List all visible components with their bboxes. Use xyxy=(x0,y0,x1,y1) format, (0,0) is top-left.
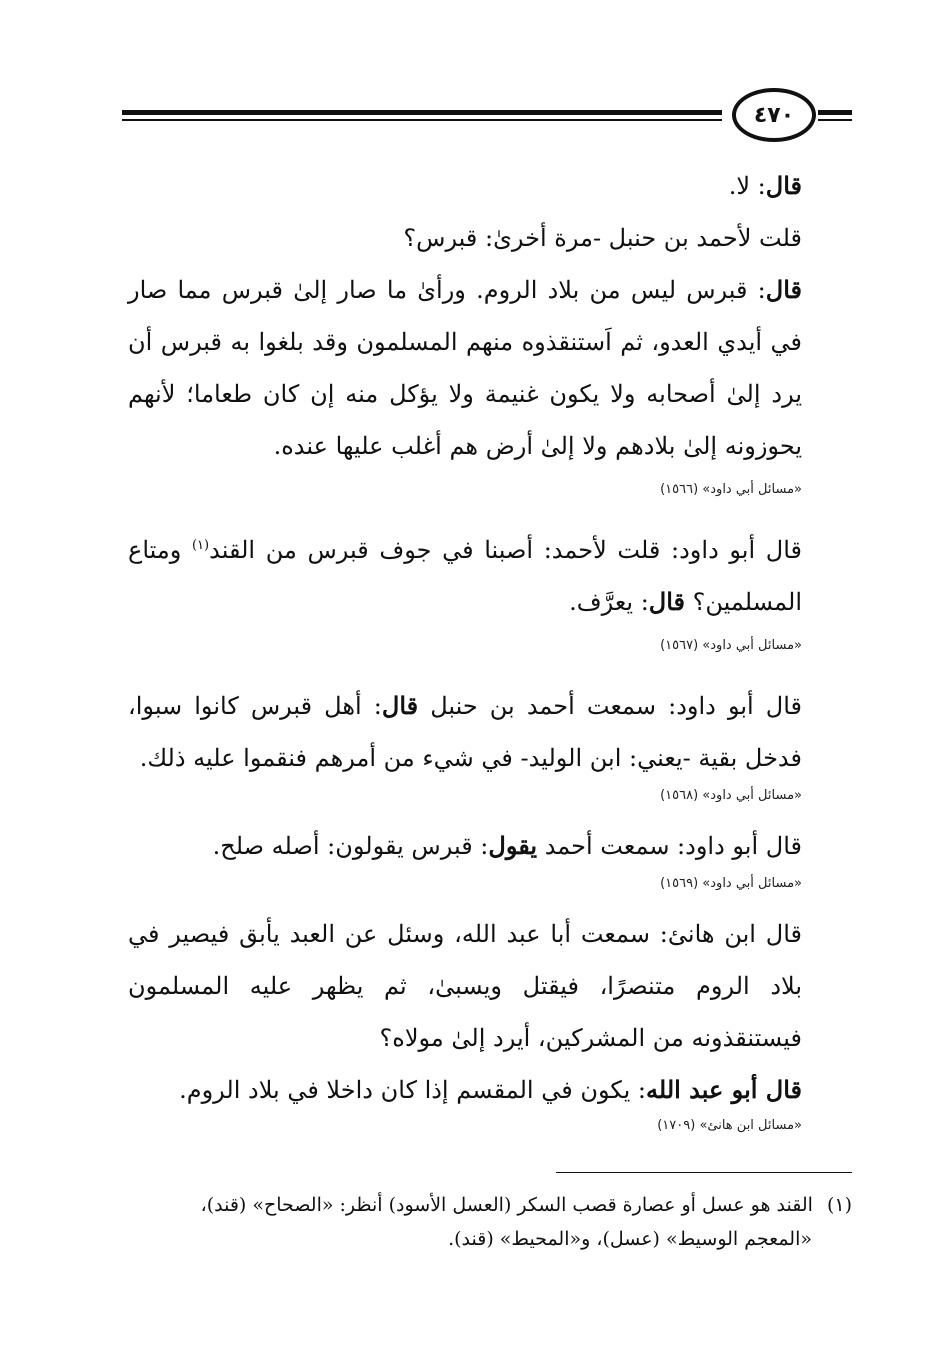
paragraph-2 xyxy=(128,212,802,264)
bold-label: يقول xyxy=(488,831,538,860)
source-reference: «مسائل أبي داود» (١٥٦٨) xyxy=(660,788,802,803)
source-reference: «مسائل ابن هانئ» (١٧٠٩) xyxy=(657,1118,802,1133)
header-rule-thin xyxy=(122,119,722,121)
bold-label: قال أبو عبد الله xyxy=(646,1075,802,1104)
page-header xyxy=(122,88,852,148)
header-rule-right xyxy=(818,110,852,115)
footnote-marker[interactable]: (١) xyxy=(191,538,210,553)
paragraph-8 xyxy=(128,1064,802,1116)
paragraph-text: : لا. xyxy=(728,172,766,200)
paragraph-text: قال أبو داود: سمعت أحمد xyxy=(537,832,802,860)
footnote-number: (١) xyxy=(826,1194,852,1216)
source-reference: «مسائل أبي داود» (١٥٦٧) xyxy=(660,638,802,653)
paragraph-text: : يعرَّف. xyxy=(569,588,649,616)
paragraph-7 xyxy=(128,908,802,1064)
footnote-separator xyxy=(556,1172,852,1173)
paragraph-text: : قبرس ليس من بلاد الروم. ورأىٰ ما صار إلىٰ قبرس مما صار في أيدي العدو، ثم اَستنقذوه منهم المسلمون وقد بلغوا به قبرس أن يرد إلىٰ أصحابه ولا يكون غنيمة ولا يؤكل منه إن كان طعاما؛ لأنهم يحوزونه إلىٰ بلادهم ولا إلىٰ أرض هم أغلب عليها عنده. xyxy=(128,276,802,460)
bold-label: قال xyxy=(765,171,802,200)
paragraph-text: قلت لأحمد بن حنبل -مرة أخرىٰ: قبرس؟ xyxy=(403,224,802,252)
paragraph-text: : يكون في المقسم إذا كان داخلا في بلاد الروم. xyxy=(179,1076,646,1104)
paragraph-text: قال ابن هانئ: سمعت أبا عبد الله، وسئل عن العبد يأبق فيصير في بلاد الروم متنصرًا، فيقتل ويسبىٰ، ثم يظهر عليه المسلمون فيستنقذونه من المشركين، أيرد إلىٰ مولاه؟ xyxy=(128,920,802,1052)
footnote xyxy=(128,1188,852,1256)
header-rule-right-thin xyxy=(818,119,852,121)
paragraph-text: : قبرس يقولون: أصله صلح. xyxy=(212,832,489,860)
footnote-text: القند هو عسل أو عصارة قصب السكر (العسل الأسود) أنظر: «الصحاح» (قند)، xyxy=(200,1194,813,1216)
source-reference: «مسائل أبي داود» (١٥٦٦) xyxy=(660,482,802,497)
bold-label: قال xyxy=(765,275,802,304)
footnote-line-2: «المعجم الوسيط» (عسل)، و«المحيط» (قند). xyxy=(448,1228,812,1250)
paragraph-3 xyxy=(128,264,802,472)
paragraph-text: : أهل قبرس كانوا سبوا، فدخل بقية -يعني: ابن الوليد- في شيء من أمرهم فنقموا عليه ذلك. xyxy=(128,692,802,772)
paragraph-text: قال أبو داود: قلت لأحمد: أصبنا في جوف قبرس من القند xyxy=(209,536,802,564)
paragraph-text: ومتاع المسلمين؟ xyxy=(128,536,802,616)
paragraph-4 xyxy=(128,524,802,628)
page-number: ٤٧٠ xyxy=(732,88,816,142)
bold-label: قال xyxy=(381,691,419,720)
source-reference: «مسائل أبي داود» (١٥٦٩) xyxy=(660,876,802,891)
paragraph-text: قال أبو داود: سمعت أحمد بن حنبل xyxy=(418,692,803,720)
main-text xyxy=(128,160,802,1160)
footnote-line-1 xyxy=(128,1188,852,1222)
bold-label: قال xyxy=(648,587,686,616)
paragraph-5 xyxy=(128,680,802,784)
paragraph-1 xyxy=(128,160,802,212)
paragraph-6 xyxy=(128,820,802,872)
header-rule-thick xyxy=(122,110,722,115)
